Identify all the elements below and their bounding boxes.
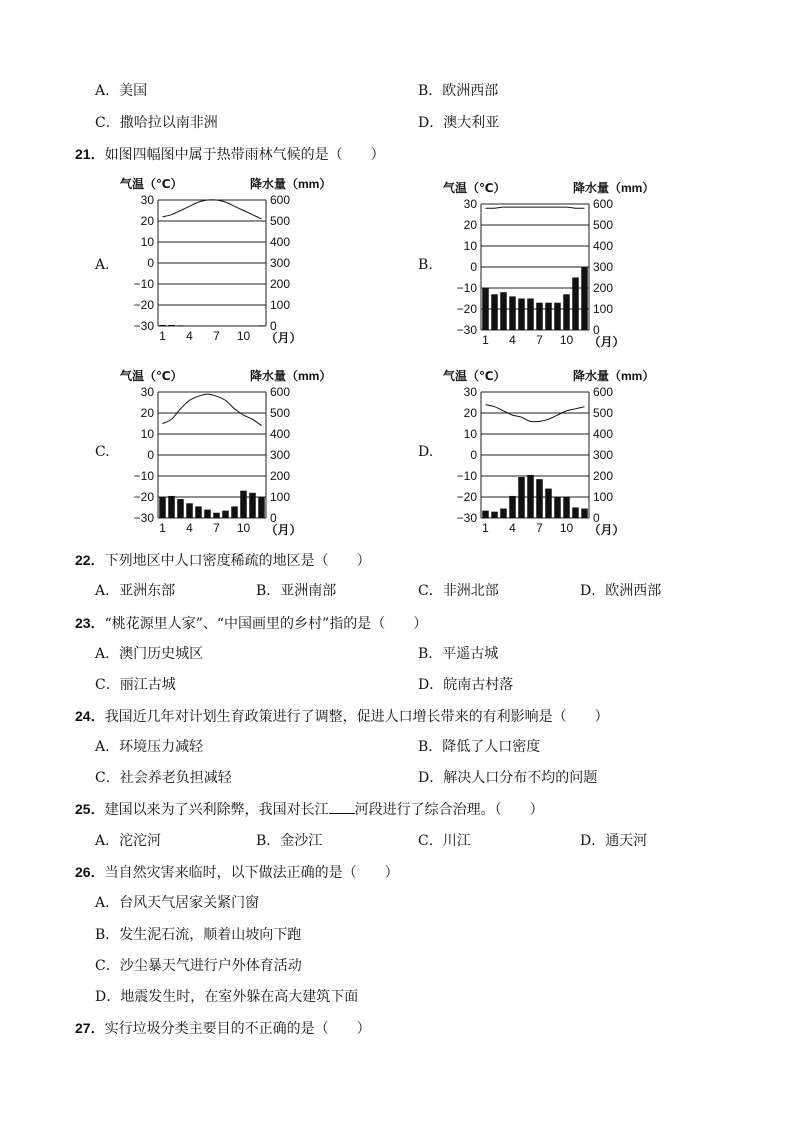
precipitation-tick-label: 200: [593, 469, 614, 483]
precipitation-tick-label: 500: [270, 406, 291, 420]
q21-option-d-label: D.: [418, 444, 434, 460]
temperature-tick-label: −10: [456, 281, 477, 295]
temperature-tick-label: 20: [463, 406, 477, 420]
answer-blank: [329, 801, 355, 814]
temperature-tick-label: −30: [456, 323, 477, 337]
q21-option-c-label: C.: [95, 444, 110, 460]
q21-option-b-label: B.: [418, 257, 433, 273]
climate-chart-c-svg: [118, 366, 332, 538]
question-number: 27．: [75, 1020, 105, 1036]
precipitation-bar: [482, 511, 488, 518]
temperature-tick-label: 10: [140, 427, 154, 441]
precipitation-bar: [500, 509, 506, 518]
temperature-tick-label: 0: [470, 260, 477, 274]
q22-option-a: A．亚洲东部: [95, 583, 176, 599]
question-number: 26．: [75, 864, 105, 880]
temperature-tick-label: 20: [463, 218, 477, 232]
temperature-tick-label: 30: [463, 385, 477, 399]
precipitation-tick-label: 600: [270, 385, 291, 399]
temperature-tick-label: 10: [463, 239, 477, 253]
precipitation-bar: [554, 303, 560, 330]
q22-option-c: C．非洲北部: [418, 583, 499, 599]
precipitation-axis-title: 降水量（mm）: [573, 369, 655, 383]
q26-option-c: C．沙尘暴天气进行户外体育活动: [95, 958, 302, 974]
precipitation-bar: [491, 512, 497, 518]
temperature-tick-label: −20: [456, 490, 477, 504]
q26-stem: [75, 863, 399, 882]
precipitation-bar: [186, 503, 192, 518]
precipitation-bar: [159, 325, 165, 326]
temperature-line: [486, 207, 585, 208]
month-axis-unit: （月）: [588, 335, 625, 349]
q22-option-b: B．亚洲南部: [256, 583, 337, 599]
precipitation-bar: [509, 296, 515, 330]
precipitation-tick-label: 600: [270, 193, 291, 207]
temperature-axis-title: 气温（℃）: [120, 369, 183, 383]
month-tick-label: 4: [186, 521, 193, 535]
climate-chart-d: [441, 366, 655, 542]
precipitation-bar: [581, 267, 587, 330]
q24-option-c: C．社会养老负担减轻: [95, 770, 232, 786]
q22-option-d: D．欧洲西部: [580, 583, 662, 599]
q27-stem: [75, 1019, 371, 1038]
temperature-tick-label: −30: [456, 511, 477, 525]
precipitation-axis-title: 降水量（mm）: [250, 177, 332, 191]
month-tick-label: 7: [213, 521, 220, 535]
precipitation-tick-label: 300: [270, 448, 291, 462]
question-number: 23．: [75, 615, 105, 631]
temperature-tick-label: 10: [140, 235, 154, 249]
precipitation-axis-title: 降水量（mm）: [250, 369, 332, 383]
question-number: 21．: [75, 146, 105, 162]
q25-option-d: D．通天河: [580, 833, 648, 849]
question-number: 22．: [75, 552, 105, 568]
question-text: 下列地区中人口密度稀疏的地区是（ ）: [104, 553, 371, 569]
precipitation-tick-label: 300: [270, 256, 291, 270]
precipitation-tick-label: 300: [593, 448, 614, 462]
climate-chart-a-svg: [118, 174, 332, 354]
q26-option-d: D．地震发生时，在室外躲在高大建筑下面: [95, 989, 359, 1005]
q24-stem: [75, 707, 609, 726]
q21-stem: [75, 145, 385, 164]
month-axis-unit: （月）: [588, 523, 625, 537]
temperature-tick-label: −20: [133, 298, 154, 312]
precipitation-bar: [240, 491, 246, 518]
temperature-tick-label: 0: [147, 256, 154, 270]
q23-option-d: D．皖南古村落: [418, 677, 514, 693]
q20-option-a: A．美国: [95, 83, 148, 99]
precipitation-tick-label: 0: [270, 511, 277, 525]
precipitation-bar: [159, 497, 165, 518]
q20-option-d: D．澳大利亚: [418, 115, 500, 131]
precipitation-tick-label: 100: [593, 302, 614, 316]
month-axis-unit: （月）: [265, 523, 302, 537]
question-text: “桃花源里人家”、“中国画里的乡村”指的是（ ）: [104, 616, 428, 632]
precipitation-bar: [231, 506, 237, 518]
precipitation-tick-label: 100: [270, 298, 291, 312]
precipitation-bar: [249, 493, 255, 518]
precipitation-tick-label: 500: [593, 406, 614, 420]
precipitation-tick-label: 400: [270, 235, 291, 249]
q23-option-a: A．澳门历史城区: [95, 646, 204, 662]
precipitation-bar: [177, 499, 183, 518]
question-text: 如图四幅图中属于热带雨林气候的是（ ）: [104, 147, 385, 163]
precipitation-bar: [213, 513, 219, 518]
precipitation-bar: [500, 292, 506, 330]
temperature-tick-label: −20: [456, 302, 477, 316]
precipitation-bar: [509, 496, 515, 518]
q20-option-c: C．撒哈拉以南非洲: [95, 115, 218, 131]
precipitation-bar: [258, 325, 264, 326]
month-tick-label: 10: [559, 521, 574, 535]
q23-option-c: C．丽江古城: [95, 677, 176, 693]
month-tick-label: 1: [482, 333, 489, 347]
precipitation-tick-label: 200: [270, 277, 291, 291]
q20-option-b: B．欧洲西部: [418, 83, 499, 99]
temperature-tick-label: −20: [133, 490, 154, 504]
month-tick-label: 4: [509, 521, 516, 535]
question-text-before: 建国以来为了兴利除弊，我国对长江: [104, 802, 329, 818]
precipitation-bar: [536, 303, 542, 330]
precipitation-tick-label: 500: [270, 214, 291, 228]
question-text: 实行垃圾分类主要目的不正确的是（ ）: [104, 1021, 371, 1037]
precipitation-bar: [518, 299, 524, 331]
temperature-tick-label: 30: [140, 385, 154, 399]
month-tick-label: 4: [509, 333, 516, 347]
q23-stem: [75, 614, 427, 633]
q21-option-a-label: A.: [95, 257, 110, 273]
temperature-tick-label: 30: [140, 193, 154, 207]
temperature-tick-label: −10: [133, 469, 154, 483]
precipitation-tick-label: 0: [593, 511, 600, 525]
precipitation-tick-label: 400: [593, 239, 614, 253]
precipitation-tick-label: 600: [593, 197, 614, 211]
temperature-tick-label: 20: [140, 406, 154, 420]
precipitation-tick-label: 600: [593, 385, 614, 399]
question-number: 24．: [75, 708, 105, 724]
month-tick-label: 10: [236, 329, 251, 343]
temperature-line: [163, 394, 262, 426]
precipitation-bar: [518, 477, 524, 518]
precipitation-tick-label: 400: [270, 427, 291, 441]
precipitation-axis-title: 降水量（mm）: [573, 181, 655, 195]
q25-option-c: C．川江: [418, 833, 471, 849]
climate-chart-a: [118, 174, 332, 358]
question-number: 25．: [75, 801, 105, 817]
precipitation-tick-label: 100: [593, 490, 614, 504]
temperature-tick-label: −30: [133, 319, 154, 333]
month-tick-label: 7: [213, 329, 220, 343]
temperature-line: [163, 200, 262, 219]
question-text: 当自然灾害来临时，以下做法正确的是（ ）: [104, 865, 399, 881]
temperature-axis-title: 气温（℃）: [443, 181, 506, 195]
q22-stem: [75, 551, 371, 570]
precipitation-bar: [482, 288, 488, 330]
question-text-after: 河段进行了综合治理。（ ）: [354, 802, 544, 818]
precipitation-bar: [168, 496, 174, 518]
month-tick-label: 4: [186, 329, 193, 343]
temperature-tick-label: 20: [140, 214, 154, 228]
climate-chart-d-svg: [441, 366, 655, 538]
temperature-tick-label: 0: [470, 448, 477, 462]
q24-option-a: A．环境压力减轻: [95, 739, 204, 755]
precipitation-bar: [527, 299, 533, 331]
q25-option-a: A．沱沱河: [95, 833, 162, 849]
precipitation-bar: [545, 489, 551, 518]
precipitation-bar: [491, 294, 497, 330]
temperature-axis-title: 气温（℃）: [120, 177, 183, 191]
precipitation-bar: [563, 294, 569, 330]
temperature-tick-label: 30: [463, 197, 477, 211]
month-tick-label: 10: [236, 521, 251, 535]
precipitation-bar: [581, 509, 587, 518]
precipitation-bar: [204, 510, 210, 518]
month-tick-label: 7: [536, 333, 543, 347]
q24-option-d: D．解决人口分布不均的问题: [418, 770, 598, 786]
precipitation-bar: [258, 497, 264, 518]
precipitation-bar: [554, 497, 560, 518]
precipitation-bar: [195, 506, 201, 518]
q25-stem: [75, 800, 544, 819]
precipitation-tick-label: 0: [593, 323, 600, 337]
temperature-tick-label: −10: [133, 277, 154, 291]
temperature-axis-title: 气温（℃）: [443, 369, 506, 383]
precipitation-tick-label: 200: [593, 281, 614, 295]
question-text: 我国近几年对计划生育政策进行了调整，促进人口增长带来的有利影响是（ ）: [104, 709, 609, 725]
q25-option-b: B．金沙江: [256, 833, 323, 849]
month-tick-label: 1: [159, 521, 166, 535]
month-tick-label: 7: [536, 521, 543, 535]
precipitation-bar: [545, 303, 551, 330]
month-tick-label: 1: [159, 329, 166, 343]
precipitation-bar: [527, 475, 533, 518]
precipitation-tick-label: 500: [593, 218, 614, 232]
precipitation-tick-label: 200: [270, 469, 291, 483]
climate-chart-c: [118, 366, 332, 542]
temperature-tick-label: 10: [463, 427, 477, 441]
precipitation-bar: [168, 325, 174, 326]
q26-option-b: B．发生泥石流，顺着山坡向下跑: [95, 927, 302, 943]
climate-chart-b: [441, 178, 655, 354]
month-tick-label: 1: [482, 521, 489, 535]
precipitation-tick-label: 0: [270, 319, 277, 333]
precipitation-bar: [572, 278, 578, 331]
precipitation-bar: [572, 508, 578, 519]
month-tick-label: 10: [559, 333, 574, 347]
q26-option-a: A．台风天气居家关紧门窗: [95, 895, 260, 911]
precipitation-bar: [177, 325, 183, 326]
precipitation-tick-label: 100: [270, 490, 291, 504]
precipitation-bar: [563, 497, 569, 518]
temperature-tick-label: −10: [456, 469, 477, 483]
precipitation-bar: [536, 479, 542, 518]
q24-option-b: B．降低了人口密度: [418, 739, 541, 755]
climate-chart-b-svg: [441, 178, 655, 350]
q23-option-b: B．平遥古城: [418, 646, 499, 662]
month-axis-unit: （月）: [265, 331, 302, 345]
precipitation-tick-label: 400: [593, 427, 614, 441]
temperature-tick-label: 0: [147, 448, 154, 462]
precipitation-bar: [222, 511, 228, 518]
temperature-tick-label: −30: [133, 511, 154, 525]
precipitation-tick-label: 300: [593, 260, 614, 274]
